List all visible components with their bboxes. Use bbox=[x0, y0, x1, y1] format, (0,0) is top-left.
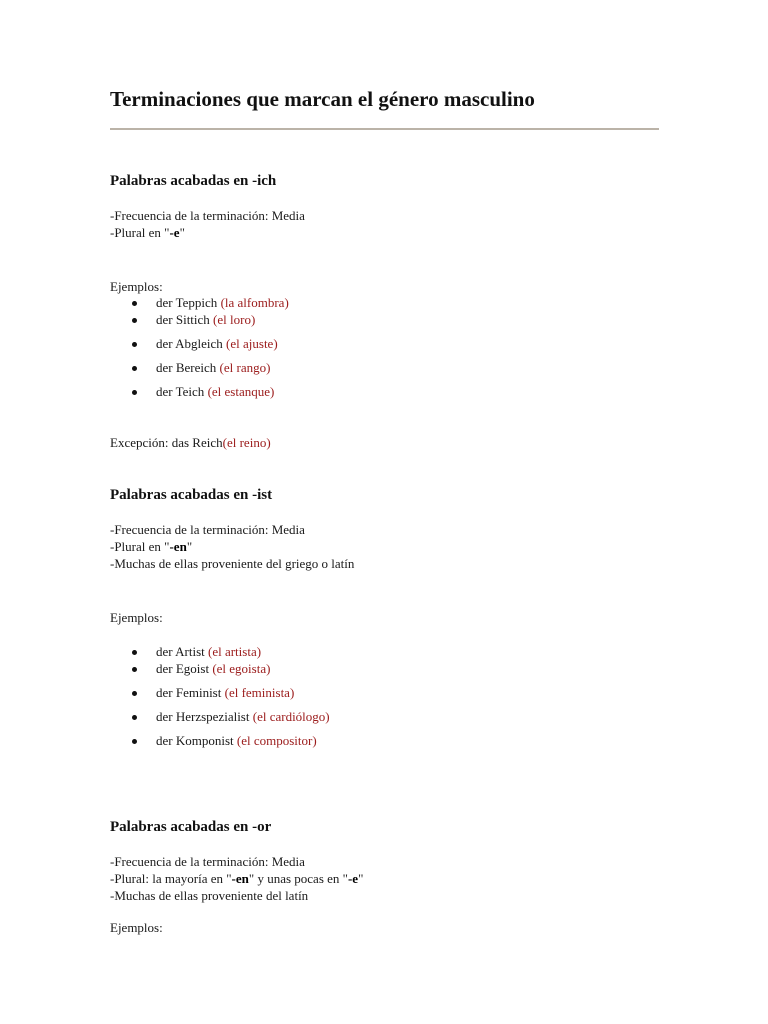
list-item: der Komponist (el compositor) bbox=[110, 732, 330, 749]
section-heading: Palabras acabadas en -or bbox=[110, 819, 272, 835]
frequency-line: -Frecuencia de la terminación: Media bbox=[110, 208, 305, 223]
bullet-icon bbox=[132, 366, 137, 371]
title-divider bbox=[110, 128, 659, 130]
list-item: der Teppich (la alfombra) bbox=[110, 294, 289, 311]
bullet-icon bbox=[132, 667, 137, 672]
bullet-icon bbox=[132, 739, 137, 744]
section-or bbox=[110, 818, 660, 935]
section-info bbox=[110, 853, 363, 904]
examples-label: Ejemplos: bbox=[110, 610, 163, 625]
plural-line: -Plural en "-en" bbox=[110, 539, 193, 554]
section-heading: Palabras acabadas en -ist bbox=[110, 487, 273, 503]
examples-label: Ejemplos: bbox=[110, 279, 163, 294]
list-item: der Teich (el estanque) bbox=[110, 383, 289, 400]
list-item: der Feminist (el feminista) bbox=[110, 684, 330, 701]
origin-line: -Muchas de ellas proveniente del latín bbox=[110, 888, 309, 903]
list-item: der Herzspezialist (el cardiólogo) bbox=[110, 708, 330, 725]
examples-label: Ejemplos: bbox=[110, 920, 163, 935]
section-ist bbox=[110, 486, 660, 748]
bullet-icon bbox=[132, 691, 137, 696]
bullet-icon bbox=[132, 342, 137, 347]
examples-list bbox=[110, 643, 330, 749]
section-info bbox=[110, 521, 354, 572]
frequency-line: -Frecuencia de la terminación: Media bbox=[110, 854, 305, 869]
section-ich bbox=[110, 172, 660, 450]
section-heading: Palabras acabadas en -ich bbox=[110, 173, 277, 189]
bullet-icon bbox=[132, 715, 137, 720]
examples-list bbox=[110, 294, 289, 400]
list-item: der Sittich (el loro) bbox=[110, 311, 289, 328]
list-item: der Egoist (el egoista) bbox=[110, 660, 330, 677]
bullet-icon bbox=[132, 301, 137, 306]
exception-line: Excepción: das Reich(el reino) bbox=[110, 435, 271, 450]
bullet-icon bbox=[132, 650, 137, 655]
bullet-icon bbox=[132, 390, 137, 395]
plural-line: -Plural en "-e" bbox=[110, 225, 185, 240]
frequency-line: -Frecuencia de la terminación: Media bbox=[110, 522, 305, 537]
page-title: Terminaciones que marcan el género masculino bbox=[110, 87, 535, 111]
list-item: der Bereich (el rango) bbox=[110, 359, 289, 376]
section-info bbox=[110, 207, 305, 241]
list-item: der Abgleich (el ajuste) bbox=[110, 335, 289, 352]
list-item: der Artist (el artista) bbox=[110, 643, 330, 660]
plural-line: -Plural: la mayoría en "-en" y unas pocas en "-e" bbox=[110, 871, 364, 886]
origin-line: -Muchas de ellas proveniente del griego o latín bbox=[110, 556, 355, 571]
bullet-icon bbox=[132, 318, 137, 323]
